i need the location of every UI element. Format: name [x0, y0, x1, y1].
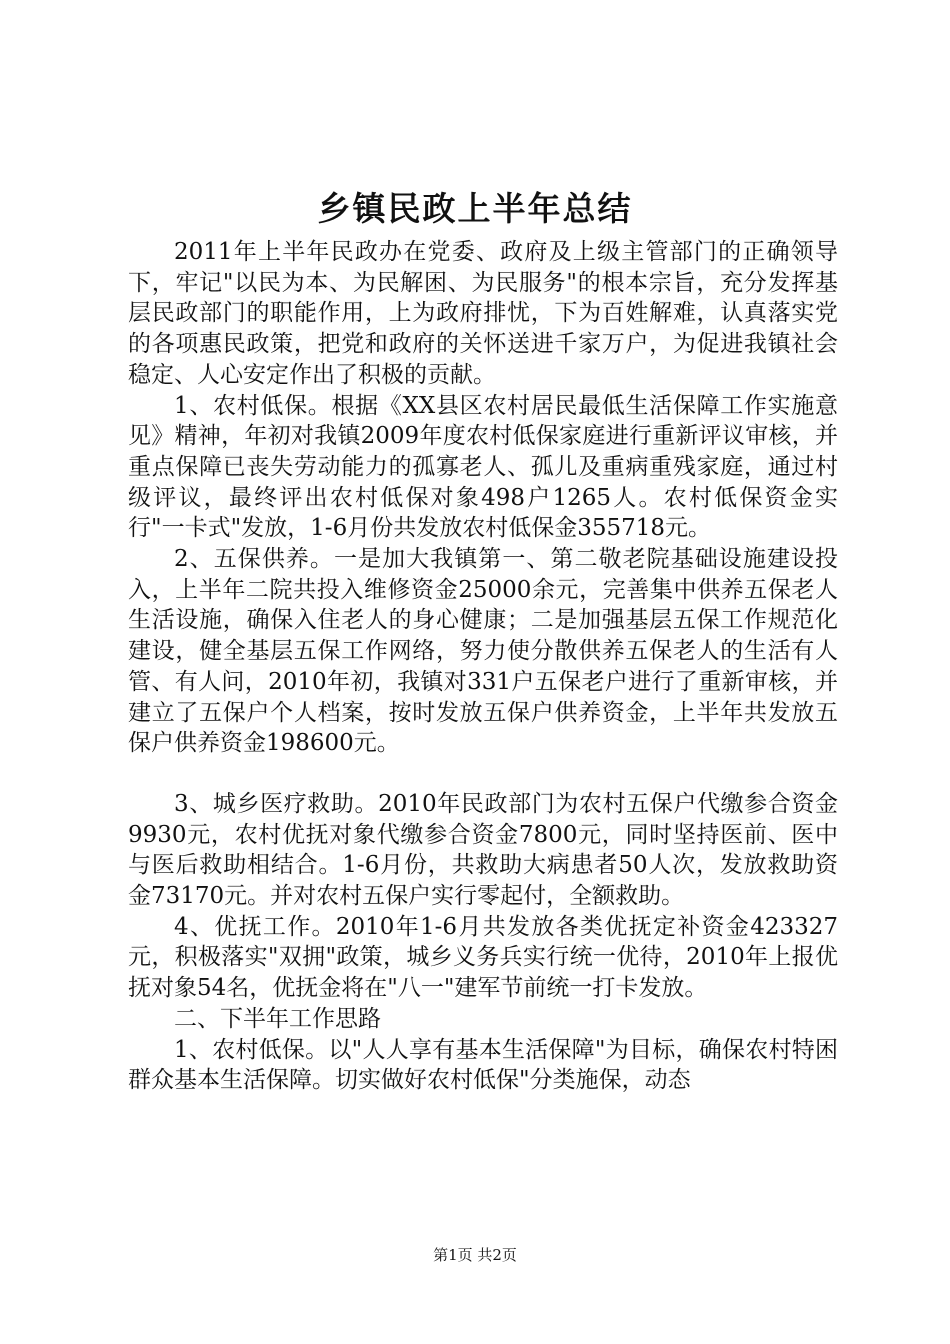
section-heading-second-half: 二、下半年工作思路	[174, 1005, 381, 1032]
page-number-footer: 第1页 共2页	[433, 1246, 517, 1264]
document-body	[128, 237, 838, 1096]
intro-paragraph: 2011年上半年民政办在党委、政府及上级主管部门的正确领导下，牢记"以民为本、为民解困、为民服务"的根本宗旨，充分发挥基层民政部门的职能作用，上为政府排忧，下为百姓解难，认真落实党的各项惠民政策，把党和政府的关怀送进千家万户，为促进我镇社会稳定、人心安定作出了积极的贡献。	[128, 239, 838, 388]
special-care-paragraph: 4、优抚工作。2010年1-6月共发放各类优抚定补资金423327元，积极落实"双拥"政策，城乡义务兵实行统一优待，2010年上报优抚对象54名，优抚金将在"八一"建军节前统一打卡发放。	[128, 913, 838, 1002]
five-guarantees-paragraph: 2、五保供养。一是加大我镇第一、第二敬老院基础设施建设投入，上半年二院共投入维修资金25000余元，完善集中供养五保老人生活设施，确保入住老人的身心健康；二是加强基层五保工作规范化建设，健全基层五保工作网络，努力使分散供养五保老人的生活有人管、有人问，2010年初，我镇对331户五保老户进行了重新审核，并建立了五保户个人档案，按时发放五保户供养资金，上半年共发放五保户供养资金198600元。	[128, 546, 838, 757]
medical-assistance-paragraph: 3、城乡医疗救助。2010年民政部门为农村五保户代缴参合资金9930元，农村优抚对象代缴参合资金7800元，同时坚持医前、医中与医后救助相结合。1-6月份，共救助大病患者50人次，发放救助资金73170元。并对农村五保户实行零起付，全额救助。	[128, 790, 838, 910]
rural-subsistence-paragraph: 1、农村低保。根据《XX县区农村居民最低生活保障工作实施意见》精神，年初对我镇2009年度农村低保家庭进行重新评议审核，并重点保障已丧失劳动能力的孤寡老人、孤儿及重病重残家庭，通过村级评议，最终评出农村低保对象498户1265人。农村低保资金实行"一卡式"发放，1-6月份共发放农村低保金355718元。	[128, 392, 838, 542]
document-title: 乡镇民政上半年总结	[317, 189, 633, 228]
plan-rural-subsistence-paragraph: 1、农村低保。以"人人享有基本生活保障"为目标，确保农村特困群众基本生活保障。切实做好农村低保"分类施保，动态	[128, 1036, 838, 1094]
